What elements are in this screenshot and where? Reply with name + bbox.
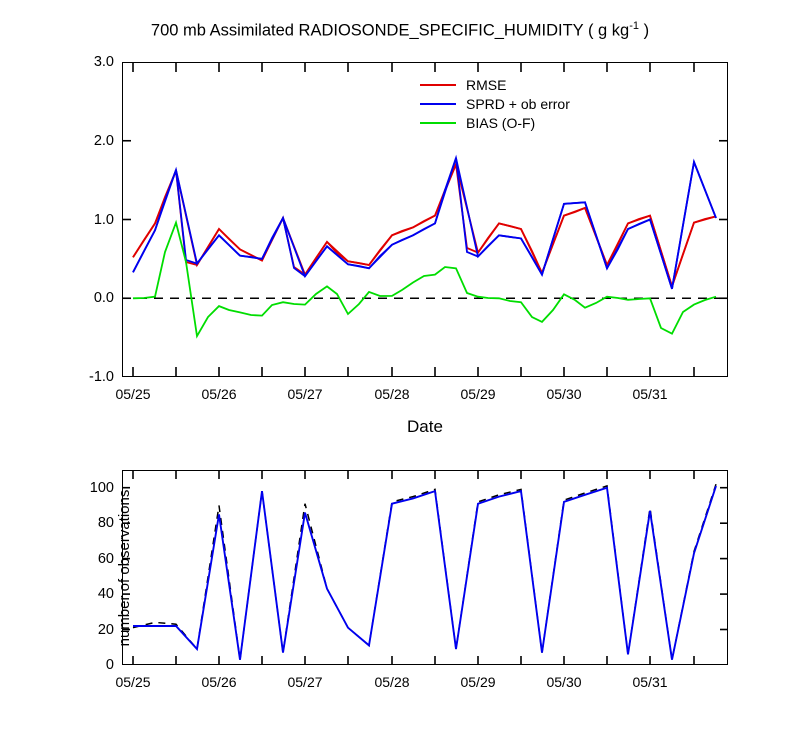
y-tick-label-bottom-3: 40 bbox=[97, 586, 114, 603]
series-line-rmse-sawtooth bbox=[133, 164, 716, 286]
x-tick-label-bottom-2: 05/27 bbox=[287, 674, 323, 690]
statistics-plot-area bbox=[122, 62, 728, 377]
x-tick-label-top-5: 05/30 bbox=[546, 386, 582, 402]
x-tick-label-top-3: 05/28 bbox=[374, 386, 410, 402]
x-tick-label-bottom-6: 05/31 bbox=[632, 674, 668, 690]
legend-label-sprd: SPRD + ob error bbox=[466, 96, 570, 112]
legend-label-bias: BIAS (O-F) bbox=[466, 115, 536, 131]
y-tick-label-top-0: 3.0 bbox=[93, 54, 114, 70]
y-tick-label-top-4: -1.0 bbox=[89, 369, 114, 385]
x-tick-label-top-1: 05/26 bbox=[201, 386, 237, 402]
legend-text-group bbox=[466, 77, 570, 131]
x-tick-label-bottom-1: 05/26 bbox=[201, 674, 237, 690]
series-line-bias bbox=[133, 223, 716, 337]
x-tick-label-top-0: 05/25 bbox=[115, 386, 151, 402]
x-tick-label-top-2: 05/27 bbox=[287, 386, 323, 402]
x-tick-label-top-4: 05/29 bbox=[460, 386, 496, 402]
x-tick-label-bottom-5: 05/30 bbox=[546, 674, 582, 690]
x-tick-marks bbox=[133, 62, 694, 377]
y-tick-label-top-1: 2.0 bbox=[93, 132, 114, 149]
chart-title-prefix: 700 mb Assimilated RADIOSONDE_SPECIFIC_HUMIDITY ( g kg bbox=[150, 21, 630, 40]
y-tick-label-top-3: 0.0 bbox=[93, 290, 114, 307]
chart-title-exponent: -1 bbox=[629, 20, 640, 32]
y-tick-marks bbox=[122, 62, 728, 298]
y-tick-label-bottom-4: 20 bbox=[97, 621, 114, 638]
x-tick-label-bottom-0: 05/25 bbox=[115, 674, 151, 690]
y-tick-label-bottom-5: 0 bbox=[105, 657, 114, 673]
legend-label-rmse: RMSE bbox=[466, 77, 507, 93]
series-line-possible bbox=[133, 484, 716, 660]
y-tick-label-bottom-0: 100 bbox=[89, 479, 114, 496]
x-tick-label-top-6: 05/31 bbox=[632, 386, 668, 402]
statistics-panel bbox=[89, 54, 728, 436]
y-tick-label-bottom-2: 60 bbox=[97, 550, 114, 567]
series-line-rmse bbox=[133, 164, 716, 286]
chart-title bbox=[0, 20, 800, 41]
y-tick-marks-bottom bbox=[122, 488, 728, 630]
y-tick-label-top-2: 1.0 bbox=[93, 211, 114, 228]
y-tick-label-bottom-1: 80 bbox=[97, 515, 114, 532]
x-tick-label-bottom-4: 05/29 bbox=[460, 674, 496, 690]
x-tick-marks-bottom bbox=[133, 470, 694, 665]
y-axis-title-bottom: number of observations bbox=[115, 489, 133, 646]
series-line-assimilated bbox=[133, 486, 716, 660]
chart-title-suffix: ) bbox=[639, 21, 650, 40]
legend-lines bbox=[420, 85, 456, 123]
x-tick-label-bottom-3: 05/28 bbox=[374, 674, 410, 690]
observation-count-plot-area bbox=[122, 470, 728, 665]
x-axis-title: Date bbox=[407, 417, 443, 436]
observation-count-panel bbox=[89, 470, 728, 690]
